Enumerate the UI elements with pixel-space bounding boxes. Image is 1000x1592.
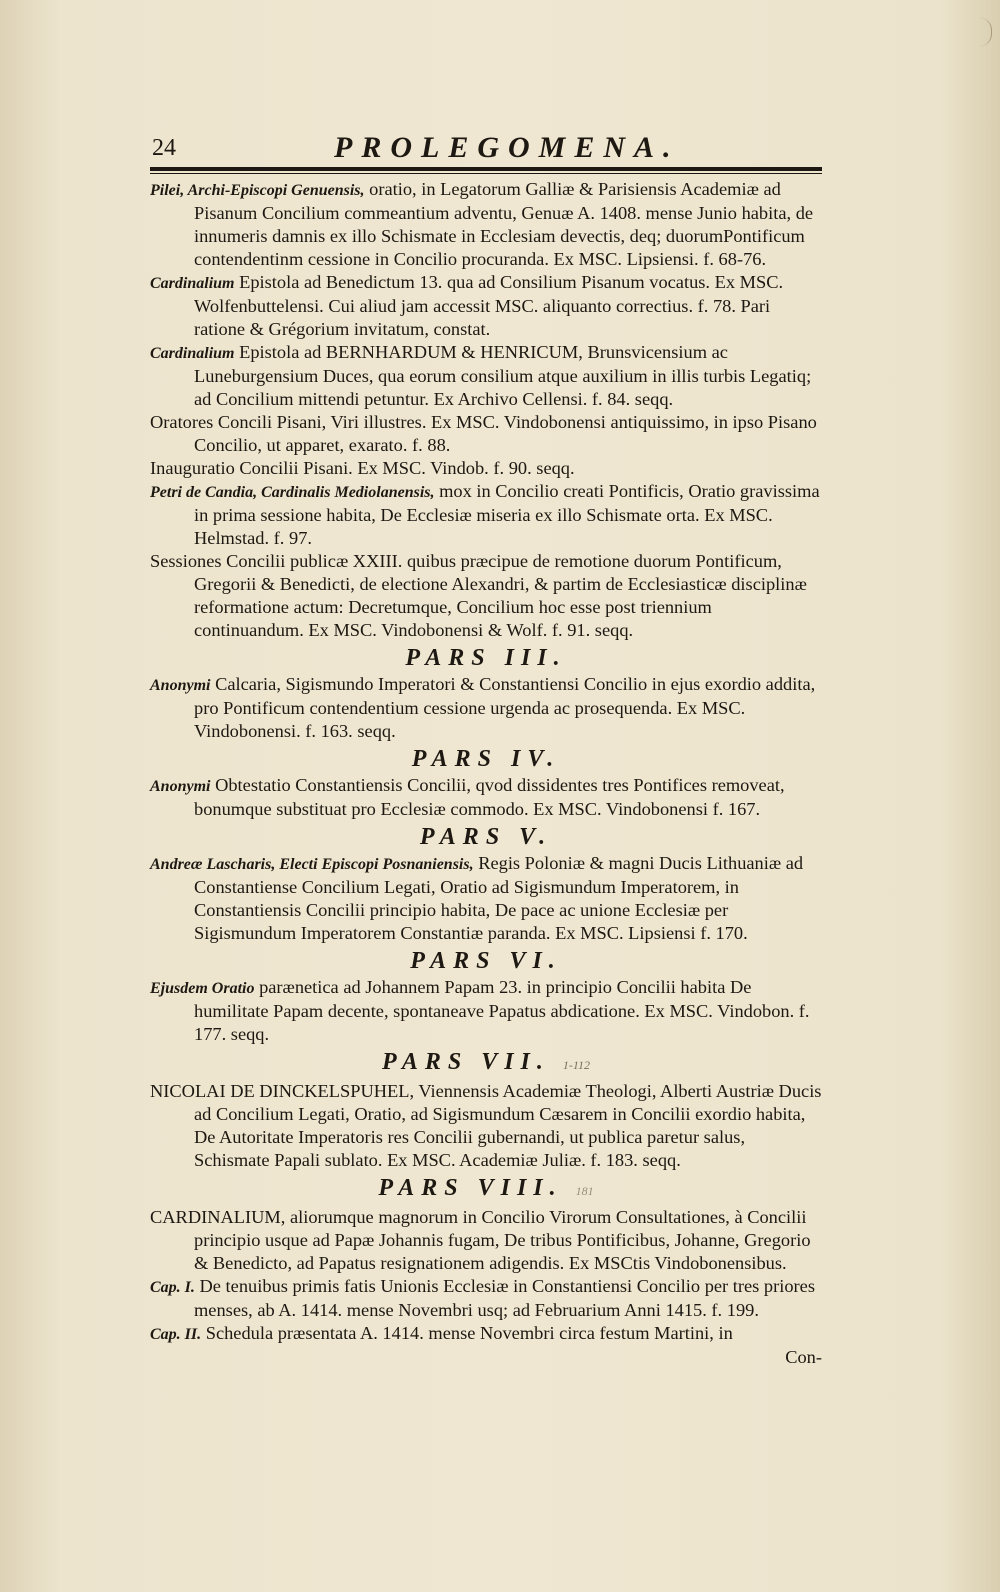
entry: Cardinalium Epistola ad BERNHARDUM & HENRICUM, Brunsvicensium ac Luneburgensium Duces, qua eorum consilium atque auxilium in illis turbis Legatiq; ad Concilium mittendi petuntur. Ex Archivo Cellensi. f. 84. seqq. (150, 342, 812, 409)
page-number: 24 (152, 135, 176, 161)
part-heading: PARS IV. (411, 746, 561, 772)
header-rule-thin (150, 173, 822, 174)
entry: NICOLAI DE DINCKELSPUHEL, Viennensis Academiæ Theologi, Alberti Austriæ Ducis ad Concilium Legati, Oratio, ad Sigismundum Cæsarem in Concilii exordio habita, De Autoritate Imperatoris res Concilii gubernandi, ut publica paretur salus, Schismate Papali sublato. Ex MSC. Academiæ Juliæ. f. 183. seqq. (150, 1081, 822, 1170)
part-heading: PARS VI. (410, 948, 562, 974)
margin-mark (975, 18, 992, 46)
header-rule (150, 167, 822, 171)
entry: Anonymi Obtestatio Constantiensis Concilii, qvod dissidentes tres Pontifices removeat, bonumque substituat pro Ecclesiæ commodo. Ex MSC. Vindobonensi f. 167. (150, 775, 785, 819)
entry: Inauguratio Concilii Pisani. Ex MSC. Vindob. f. 90. seqq. (150, 458, 575, 478)
entry: Petri de Candia, Cardinalis Mediolanensis, mox in Concilio creati Pontificis, Oratio gravissima in prima sessione habita, De Ecclesiæ miseria ex illo Schismate orta. Ex MSC. Helmstad. f. 97. (150, 481, 820, 548)
margin-note: 181 (575, 1184, 594, 1198)
entry: Cardinalium Epistola ad Benedictum 13. qua ad Consilium Pisanum vocatus. Ex MSC. Wolfenbuttelensi. Cui aliud jam accessit MSC. aliquanto correctius. f. 78. Pari ratione & Grégorium invitatum, constat. (150, 272, 784, 339)
entry: CARDINALIUM, aliorumque magnorum in Concilio Virorum Consultationes, à Concilii principio usque ad Papæ Johannis fugam, De tribus Pontificibus, Johanne, Gregorio & Benedicto, ad Papatus resignationem adigendis. Ex MSCtis Vindobonensibus. (150, 1207, 811, 1273)
entry: Andreæ Lascharis, Electi Episcopi Posnaniensis, Regis Poloniæ & magni Ducis Lithuaniæ ad Constantiense Concilium Legati, Oratio ad Sigismundum Imperatorem, in Constantiensis Concilii principio habita, De pace ac unione Ecclesiæ per Sigismundum Imperatorem Constantiæ paranda. Ex MSC. Lipsiensi f. 170. (150, 853, 804, 943)
margin-note: 1-112 (562, 1058, 591, 1072)
entry: Cap. I. De tenuibus primis fatis Unionis Ecclesiæ in Constantiensi Concilio per tres priores menses, ab A. 1414. mense Novembri usq; ad Februarium Anni 1415. f. 199. (150, 1276, 815, 1320)
running-title: PROLEGOMENA. (334, 131, 680, 164)
entry: Ejusdem Oratio parænetica ad Johannem Papam 23. in principio Concilii habita De humilitate Papam decente, spontaneave Papatus abdicatione. Ex MSC. Vindobon. f. 177. seqq. (150, 977, 810, 1044)
entry: Anonymi Calcaria, Sigismundo Imperatori & Constantiensi Concilio in ejus exordio addita, pro Pontificum contendentium cessione urgenda ac prosequenda. Ex MSC. Vindobonensi. f. 163. seqq. (150, 674, 816, 741)
part-heading: PARS VII. 1-112 (381, 1049, 591, 1075)
part-heading: PARS VIII. 181 (378, 1175, 594, 1201)
catchword: Con- (785, 1347, 822, 1367)
part-heading: PARS V. (419, 824, 553, 850)
entry: Pilei, Archi-Episcopi Genuensis, oratio, in Legatorum Galliæ & Parisiensis Academiæ ad Pisanum Concilium commeantium adventu, Genuæ A. 1408. mense Junio habita, de innumeris damnis ex illo Schismate in Ecclesiam devectis, deq; duorumPontificum contendentinm cessione in Concilio procuranda. Ex MSC. Lipsiensi. f. 68-76. (150, 179, 814, 269)
entry: Sessiones Concilii publicæ XXIII. quibus præcipue de remotione duorum Pontificum, Gregorii & Benedicti, de electione Alexandri, & partim de Ecclesiasticæ disciplinæ reformatione actum: Decretumque, Concilium hoc esse post triennium continuandum. Ex MSC. Vindobonensi & Wolf. f. 91. seqq. (150, 551, 807, 640)
page-body (150, 178, 822, 1369)
part-heading: PARS III. (405, 645, 567, 671)
entry: Cap. II. Schedula præsentata A. 1414. mense Novembri circa festum Martini, in (150, 1323, 733, 1343)
page-header (152, 131, 820, 167)
entry: Oratores Concili Pisani, Viri illustres. Ex MSC. Vindobonensi antiquissimo, in ipso Pisano Concilio, ut apparet, exarato. f. 88. (150, 412, 817, 455)
